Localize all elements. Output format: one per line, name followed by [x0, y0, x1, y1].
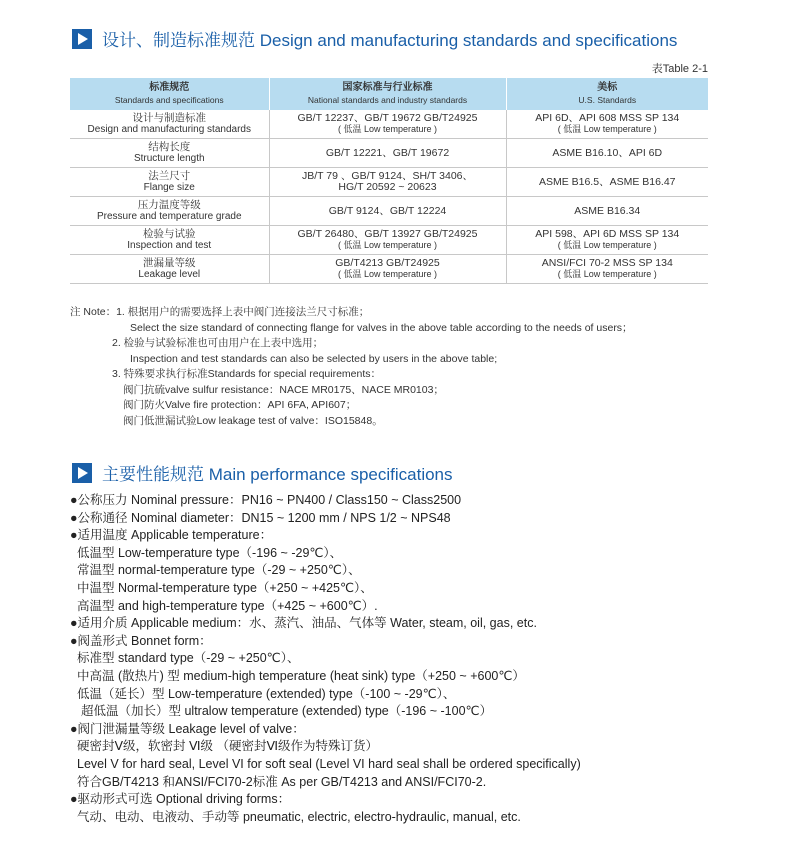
table-row [70, 255, 708, 284]
spec-bullet: ●驱动形式可选 Optional driving forms： [70, 792, 291, 807]
cell-national: GB/T 12237、GB/T 19672 GB/T24925 ( 低温 Low temperature ) [269, 110, 506, 139]
cell-us: ANSI/FCI 70-2 MSS SP 134 ( 低温 Low temperature ) [506, 255, 708, 284]
table-header-row [70, 78, 708, 110]
table-row [70, 110, 708, 139]
table-row [70, 139, 708, 168]
cell-spec: 泄漏量等级 Leakage level [70, 255, 269, 284]
cell-us: API 598、API 6D MSS SP 134 ( 低温 Low temperature ) [506, 226, 708, 255]
play-arrow-icon [72, 29, 92, 49]
table-row [70, 168, 708, 197]
cell-us: ASME B16.10、API 6D [506, 139, 708, 168]
spec-line: 常温型 normal-temperature type（-29 ~ +250℃）、 [77, 563, 361, 578]
cell-national: GB/T4213 GB/T24925 ( 低温 Low temperature ) [269, 255, 506, 284]
cell-spec: 压力温度等级 Pressure and temperature grade [70, 197, 269, 226]
table-number: 表Table 2-1 [651, 63, 708, 75]
note-line: 阀门防火Valve fire protection：API 6FA, API607； [123, 399, 357, 411]
section-title: 设计、制造标准规范 Design and manufacturing standards and specifications [102, 31, 678, 50]
spec-bullet: ●适用温度 Applicable temperature： [70, 528, 273, 543]
cell-us: ASME B16.34 [506, 197, 708, 226]
spec-line: 中高温 (散热片) 型 medium-high temperature (heat sink) type（+250 ~ +600℃） [77, 668, 525, 683]
note-line: 注 Note：1. 根据用户的需要选择上表中阀门连接法兰尺寸标准； [70, 306, 370, 318]
section-header-performance [72, 460, 453, 485]
cell-us: API 6D、API 608 MSS SP 134 ( 低温 Low temperature ) [506, 110, 708, 139]
section-title: 主要性能规范 Main performance specifications [102, 465, 453, 484]
spec-line: 中温型 Normal-temperature type（+250 ~ +425℃）、 [77, 580, 373, 595]
note-line: Inspection and test standards can also be selected by users in the above table; [130, 352, 498, 365]
spec-line: 符合GB/T4213 和ANSI/FCI70-2标准 As per GB/T4213 and ANSI/FCI70-2. [77, 774, 487, 789]
table-row [70, 197, 708, 226]
spec-bullet: ●适用介质 Applicable medium：水、蒸汽、油品、气体等 Water, steam, oil, gas, etc. [70, 616, 537, 631]
spec-line: Level V for hard seal, Level VI for soft seal (Level VI hard seal shall be ordered specifically) [77, 756, 581, 771]
header-standards: 标准规范 Standards and specifications [70, 78, 269, 110]
cell-spec: 法兰尺寸 Flange size [70, 168, 269, 197]
header-national: 国家标准与行业标准 National standards and industry standards [269, 78, 506, 110]
cell-us: ASME B16.5、ASME B16.47 [506, 168, 708, 197]
spec-line: 硬密封Ⅴ级，软密封 Ⅵ级 （硬密封Ⅵ级作为特殊订货） [77, 739, 379, 754]
section-header-design [72, 26, 677, 51]
cell-national: GB/T 9124、GB/T 12224 [269, 197, 506, 226]
cell-national: JB/T 79 、GB/T 9124、SH/T 3406、 HG/T 20592 ~ 20623 [269, 168, 506, 197]
spec-bullet: ●阀门泄漏量等级 Leakage level of valve： [70, 721, 305, 736]
notes-block [70, 305, 633, 429]
cell-spec: 设计与制造标准 Design and manufacturing standards [70, 110, 269, 139]
cell-spec: 结构长度 Structure length [70, 139, 269, 168]
spec-bullet: ●公称通径 Nominal diameter：DN15 ~ 1200 mm / NPS 1/2 ~ NPS48 [70, 510, 451, 525]
note-line: 3. 特殊要求执行标准Standards for special requirements： [112, 368, 382, 380]
note-line: Select the size standard of connecting flange for valves in the above table according to the needs of users； [130, 321, 633, 334]
note-line: 阀门低泄漏试验Low leakage test of valve：ISO15848。 [123, 414, 383, 427]
spec-line: 低温（延长）型 Low-temperature (extended) type（-100 ~ -29℃）、 [77, 686, 456, 701]
spec-line: 超低温（加长）型 ultralow temperature (extended) type（-196 ~ -100℃） [81, 704, 493, 719]
note-line: 阀门抗硫valve sulfur resistance：NACE MR0175、NACE MR0103； [123, 383, 444, 396]
cell-national: GB/T 12221、GB/T 19672 [269, 139, 506, 168]
table-row [70, 226, 708, 255]
spec-line: 气动、电动、电液动、手动等 pneumatic, electric, electro-hydraulic, manual, etc. [77, 809, 521, 824]
spec-line: 高温型 and high-temperature type（+425 ~ +600℃）. [77, 598, 378, 613]
spec-bullet: ●阀盖形式 Bonnet form： [70, 633, 212, 648]
standards-table [70, 78, 708, 284]
cell-national: GB/T 26480、GB/T 13927 GB/T24925 ( 低温 Low temperature ) [269, 226, 506, 255]
spec-line: 低温型 Low-temperature type（-196 ~ -29℃）、 [77, 545, 343, 560]
spec-bullet: ●公称压力 Nominal pressure：PN16 ~ PN400 / Class150 ~ Class2500 [70, 493, 462, 507]
note-line: 2. 检验与试验标准也可由用户在上表中选用； [112, 337, 324, 349]
header-us: 美标 U.S. Standards [506, 78, 708, 110]
spec-line: 标准型 standard type（-29 ~ +250℃）、 [77, 651, 300, 666]
performance-specs [70, 492, 581, 826]
cell-spec: 检验与试验 Inspection and test [70, 226, 269, 255]
play-arrow-icon [72, 463, 92, 483]
